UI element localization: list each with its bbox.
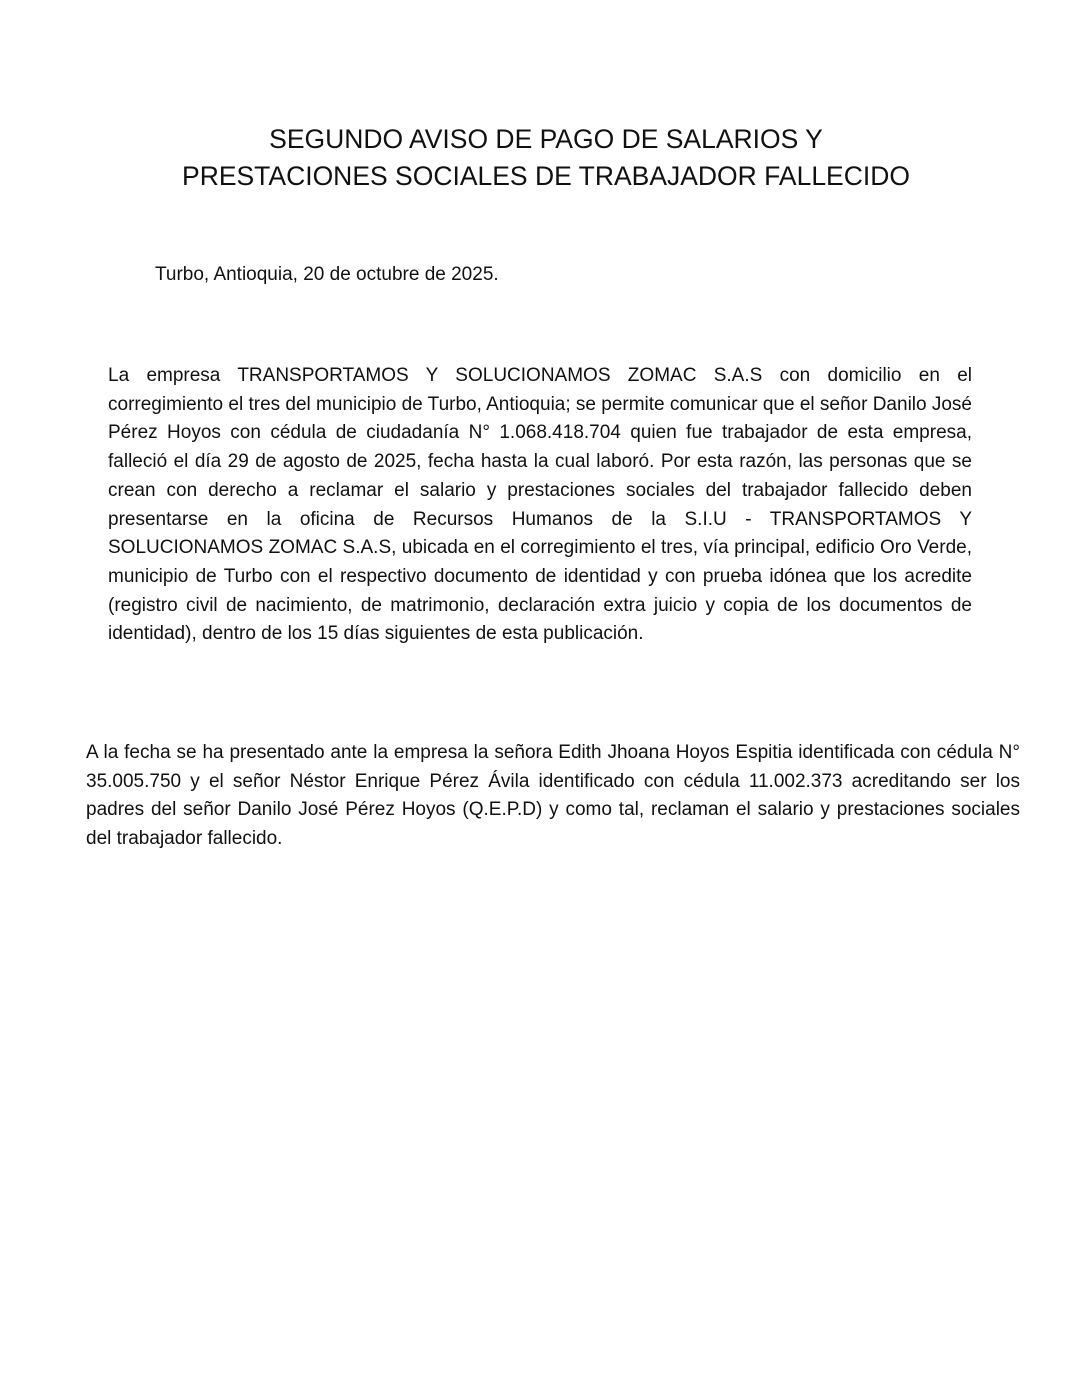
title-line-2: PRESTACIONES SOCIALES DE TRABAJADOR FALLECIDO bbox=[182, 161, 910, 191]
title-line-1: SEGUNDO AVISO DE PAGO DE SALARIOS Y bbox=[269, 124, 823, 154]
notice-paragraph: La empresa TRANSPORTAMOS Y SOLUCIONAMOS ZOMAC S.A.S con domicilio en el corregimiento el tres del municipio de Turbo, Antioquia; se permite comunicar que el señor Danilo José Pérez Hoyos con cédula de ciudadanía N° 1.068.418.704 quien fue trabajador de esta empresa, falleció el día 29 de agosto de 2025, fecha hasta la cual laboró. Por esta razón, las personas que se crean con derecho a reclamar el salario y prestaciones sociales del trabajador fallecido deben presentarse en la oficina de Recursos Humanos de la S.I.U - TRANSPORTAMOS Y SOLUCIONAMOS ZOMAC S.A.S, ubicada en el corregimiento el tres, vía principal, edificio Oro Verde, municipio de Turbo con el respectivo documento de identidad y con prueba idónea que los acredite (registro civil de nacimiento, de matrimonio, declaración extra juicio y copia de los documentos de identidad), dentro de los 15 días siguientes de esta publicación. bbox=[108, 365, 972, 645]
claimants-paragraph: A la fecha se ha presentado ante la empresa la señora Edith Jhoana Hoyos Espitia identificada con cédula N° 35.005.750 y el señor Néstor Enrique Pérez Ávila identificado con cédula 11.002.373 acreditando ser los padres del señor Danilo José Pérez Hoyos (Q.E.P.D) y como tal, reclaman el salario y prestaciones sociales del trabajador fallecido. bbox=[86, 742, 1020, 850]
document-title bbox=[0, 121, 1080, 195]
place-and-date: Turbo, Antioquia, 20 de octubre de 2025. bbox=[155, 264, 499, 285]
